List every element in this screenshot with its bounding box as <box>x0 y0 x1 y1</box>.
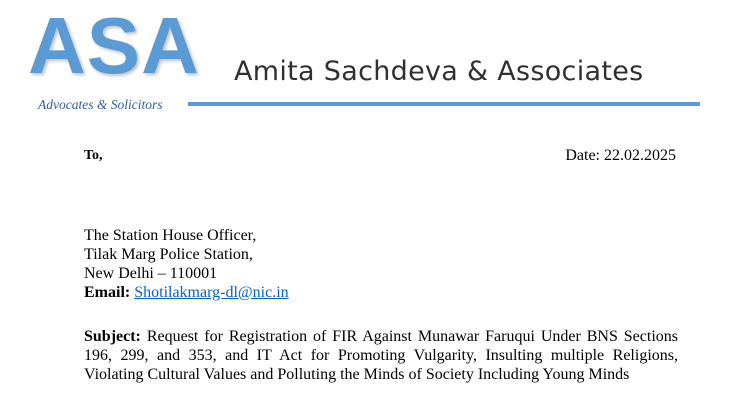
header-rule <box>188 102 700 106</box>
address-line-3: New Delhi – 110001 <box>84 265 218 282</box>
logo-abbreviation: ASA <box>28 1 200 90</box>
firm-name: Amita Sachdeva & Associates <box>234 56 644 87</box>
recipient-address <box>84 226 289 302</box>
subject-text: Request for Registration of FIR Against Munawar Faruqui Under BNS Sections 196, 299, and 353, and IT Act for Promoting Vulgarity, Insulting multiple Religions, Violating Cultural Values and Polluting the Minds of Society Including Young Minds <box>84 328 679 383</box>
subject-label: Subject: <box>84 328 141 345</box>
email-link[interactable]: Shotilakmarg-dl@nic.in <box>134 284 289 301</box>
email-line <box>84 283 289 302</box>
address-line-1: The Station House Officer, <box>84 227 257 244</box>
email-label: Email: <box>84 284 131 301</box>
salutation: To, <box>84 148 103 163</box>
subject-paragraph <box>84 327 678 384</box>
logo-tagline: Advocates & Solicitors <box>38 97 163 112</box>
letter-date: Date: 22.02.2025 <box>565 147 676 164</box>
address-line-2: Tilak Marg Police Station, <box>84 246 253 263</box>
